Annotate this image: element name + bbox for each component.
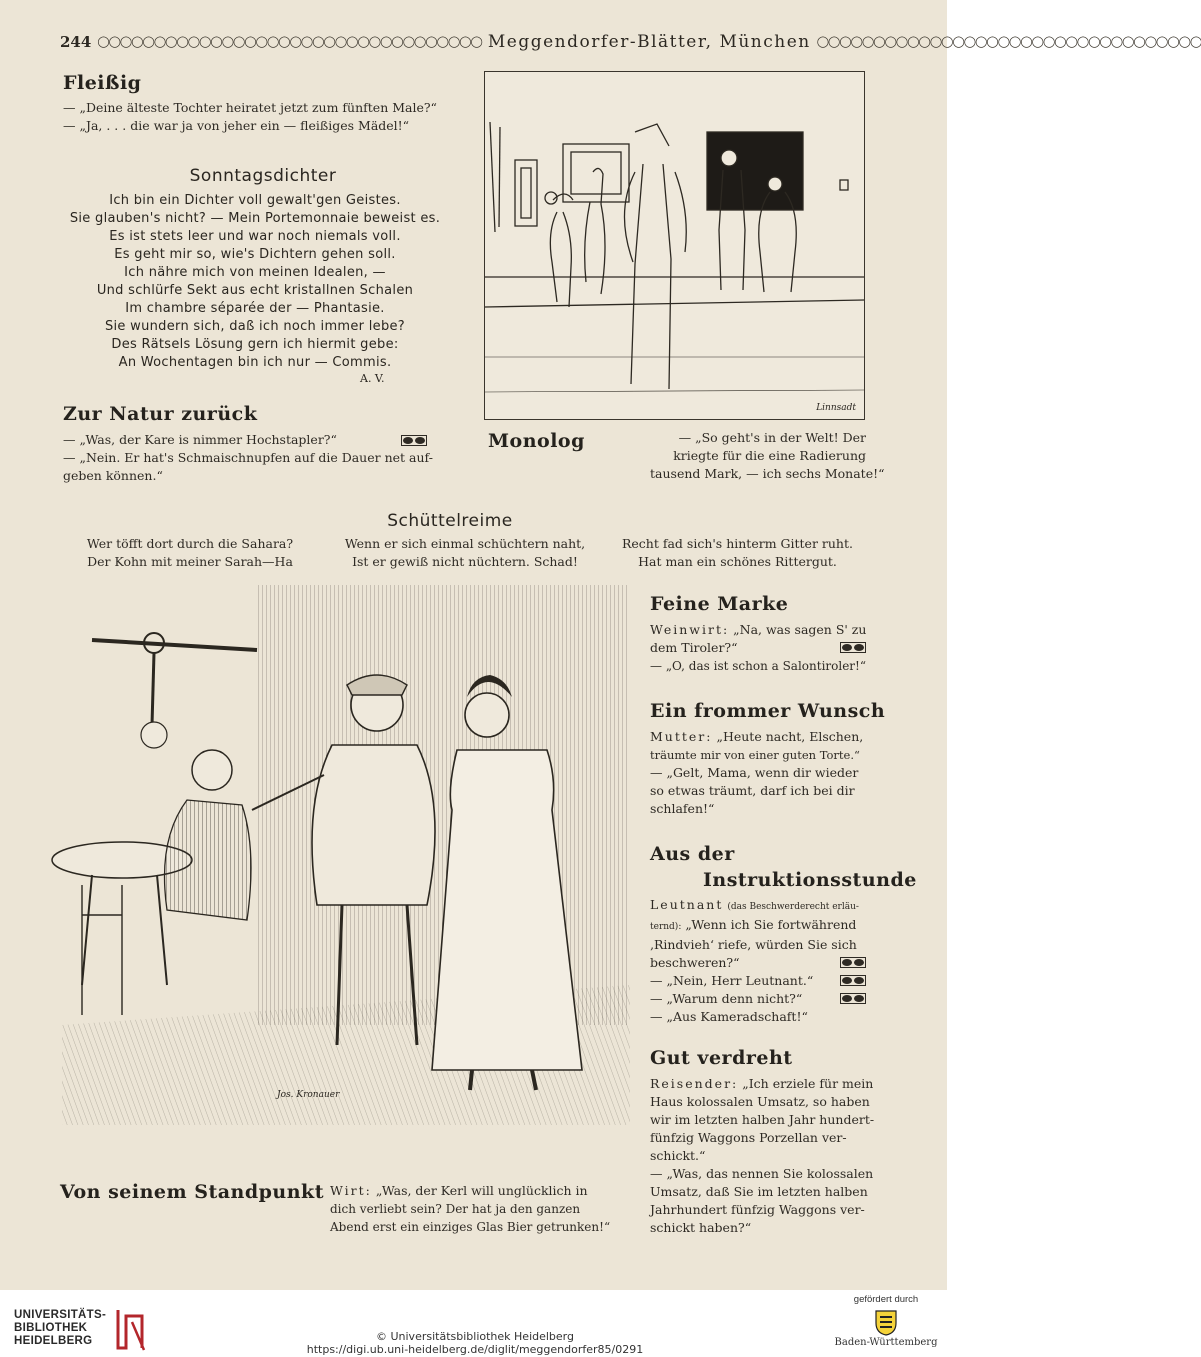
rhyme-line: Der Kohn mit meiner Sarah—Ha [87,554,293,569]
stage-note: ternd): [650,922,682,932]
rhyme-line: Wer töfft dort durch die Sahara? [86,536,294,551]
standpunkt-line: Abend erst ein einziges Glas Bier getrunken!“ [330,1220,611,1234]
poem-line: Des Rätsels Lösung gern ich hiermit gebe: [111,337,399,352]
wunsch-line: schlafen!“ [650,801,715,816]
fleissig-text [63,99,463,135]
footer-credits [250,1330,700,1356]
library-footer [0,1290,947,1357]
gut-verdreht-title: Gut verdreht [650,1047,793,1069]
standpunkt-title: Von seinem Standpunkt [60,1181,324,1203]
logo-line: HEIDELBERG [14,1334,93,1347]
speaker-label: Weinwirt: [650,622,730,637]
feine-marke-line: dem Tiroler?“ [650,640,738,655]
standpunkt-text [330,1182,618,1236]
rhyme-line: Ist er gewiß nicht nüchtern. Schad! [352,554,578,569]
ornament-chain-left: ◯◯◯◯◯◯◯◯◯◯◯◯◯◯◯◯◯◯◯◯◯◯◯◯◯◯◯◯◯◯◯◯◯◯ [97,35,482,48]
speaker-label: Reisender: [650,1076,739,1091]
verdreht-line: Haus kolossalen Umsatz, so haben [650,1094,870,1109]
poem-line: Es ist stets leer und war noch niemals voll. [109,229,401,244]
fleissig-line: — „Ja, . . . die war ja von jeher ein — fleißiges Mädel!“ [63,118,410,133]
speaker-label: Wirt: [330,1183,372,1198]
standpunkt-line: „Was, der Kerl will unglücklich in [375,1183,588,1198]
speaker-label: Mutter: [650,729,713,744]
verdreht-line: fünfzig Waggons Porzellan ver- [650,1130,847,1145]
wunsch-line: träumte mir von einer guten Torte.“ [650,748,860,762]
schuettelreime-col3 [610,535,865,571]
state-coat-of-arms-icon [871,1307,901,1337]
fleissig-title: Fleißig [63,72,142,94]
poem-line: Ich bin ein Dichter voll gewalt'gen Geistes. [109,193,401,208]
monolog-text [650,429,885,483]
wunsch-line: „Heute nacht, Elschen, [716,729,864,744]
sponsor-name: Baden-Württemberg [834,1337,938,1348]
schuettelreime-col1 [60,535,320,571]
tavern-illustration [62,585,630,1125]
instruktion-reply: — „Nein, Herr Leutnant.“ [650,973,814,988]
gallery-drawing [485,72,864,419]
zur-natur-title: Zur Natur zurück [63,403,258,425]
poem-line: Im chambre séparée der — Phantasie. [125,301,385,316]
university-logo[interactable] [14,1304,148,1352]
instruktion-reply: — „Aus Kameradschaft!“ [650,1009,808,1024]
vignette-icon [840,993,866,1004]
instruktion-line: ‚Rindvieh‘ riefe, würden Sie sich [650,937,857,952]
poem-line: Ich nähre mich von meinen Idealen, — [124,265,386,280]
verdreht-line: schickt.“ [650,1148,706,1163]
schuettelreime-col2 [335,535,595,571]
verdreht-line: schickt haben?“ [650,1220,752,1235]
poem-line: Sie glauben's nicht? — Mein Portemonnaie beweist es. [69,211,441,226]
sponsor-block [832,1294,940,1348]
gallery-illustration [484,71,865,420]
sonntagsdichter-title: Sonntagsdichter [189,166,337,186]
feine-marke-line: „Na, was sagen S' zu [733,622,867,637]
vignette-icon [401,435,427,446]
monolog-line: — „So geht's in der Welt! Der [678,430,866,445]
poem-line: An Wochentagen bin ich nur — Commis. [118,355,392,370]
tavern-drawing [62,585,630,1125]
poem-line: Es geht mir so, wie's Dichtern gehen soll. [114,247,396,262]
poem-signature: A. V. [360,372,385,385]
zur-natur-line: — „Nein. Er hat's Schmaischnupfen auf die Dauer net auf- [63,450,433,465]
feine-marke-text [650,621,866,675]
monolog-title: Monolog [488,430,585,452]
monolog-line: tausend Mark, — ich sechs Monate!“ [650,466,885,481]
zur-natur-line: — „Was, der Kare is nimmer Hochstapler?“ [63,432,337,447]
page-header [60,30,1201,54]
zur-natur-line: geben können.“ [63,468,163,483]
gallery-artist-signature: Linnsadt [816,403,856,413]
vignette-icon [840,957,866,968]
poem-line: Sie wundern sich, daß ich noch immer lebe? [104,319,406,334]
page-number: 244 [60,33,92,51]
ornament-chain-right: ◯◯◯◯◯◯◯◯◯◯◯◯◯◯◯◯◯◯◯◯◯◯◯◯◯◯◯◯◯◯◯◯◯◯ [816,35,1201,48]
logo-line: BIBLIOTHEK [14,1321,88,1334]
logo-line: UNIVERSITÄTS- [14,1308,107,1321]
sponsor-label: gefördert durch [853,1294,919,1305]
verdreht-line: „Ich erziele für mein [742,1076,874,1091]
instruktion-line: „Wenn ich Sie fortwährend [685,917,857,932]
verdreht-line: Umsatz, daß Sie im letzten halben [650,1184,868,1199]
speaker-label: Leutnant [650,897,724,912]
wunsch-line: — „Gelt, Mama, wenn dir wieder [650,765,859,780]
verdreht-line: wir im letzten halben Jahr hundert- [650,1112,875,1127]
feine-marke-title: Feine Marke [650,593,789,615]
library-emblem-icon [114,1304,148,1352]
poem-line: Und schlürfe Sekt aus echt kristallnen Schalen [96,283,414,298]
fleissig-line: — „Deine älteste Tochter heiratet jetzt zum fünften Male?“ [63,100,437,115]
instruktion-line: beschweren?“ [650,955,740,970]
rhyme-line: Recht fad sich's hinterm Gitter ruht. [622,536,853,551]
instruktion-text [650,896,866,1026]
schuettelreime-title: Schüttelreime [387,511,513,531]
journal-title: Meggendorfer-Blätter, München [487,32,811,52]
rhyme-line: Hat man ein schönes Rittergut. [638,554,837,569]
gut-verdreht-text [650,1075,875,1237]
vignette-icon [840,975,866,986]
copyright-text: © Universitätsbibliothek Heidelberg [375,1330,574,1343]
feine-marke-line: — „O, das ist schon a Salontiroler!“ [650,659,866,673]
vignette-icon [840,642,866,653]
university-logo-text [14,1309,106,1348]
verdreht-line: Jahrhundert fünfzig Waggons ver- [650,1202,865,1217]
tavern-artist-signature: Jos. Kronauer [277,1090,340,1100]
standpunkt-line: dich verliebt sein? Der hat ja den ganzen [330,1202,581,1216]
sonntagsdichter-poem [48,192,462,372]
frommer-wunsch-text [650,728,866,818]
verdreht-line: — „Was, das nennen Sie kolossalen [650,1166,874,1181]
zur-natur-text [63,431,448,485]
instruktion-title-1: Aus der [650,843,735,865]
source-url-link[interactable]: https://digi.ub.uni-heidelberg.de/diglit/meggendorfer85/0291 [306,1343,644,1356]
monolog-line: kriegte für die eine Radierung [673,448,866,463]
instruktion-reply: — „Warum denn nicht?“ [650,991,803,1006]
frommer-wunsch-title: Ein frommer Wunsch [650,700,886,722]
wunsch-line: so etwas träumt, darf ich bei dir [650,783,855,798]
stage-note: (das Beschwerderecht erläu- [727,902,859,912]
rhyme-line: Wenn er sich einmal schüchtern naht, [344,536,586,551]
instruktion-title-2: Instruktionsstunde [703,869,917,891]
